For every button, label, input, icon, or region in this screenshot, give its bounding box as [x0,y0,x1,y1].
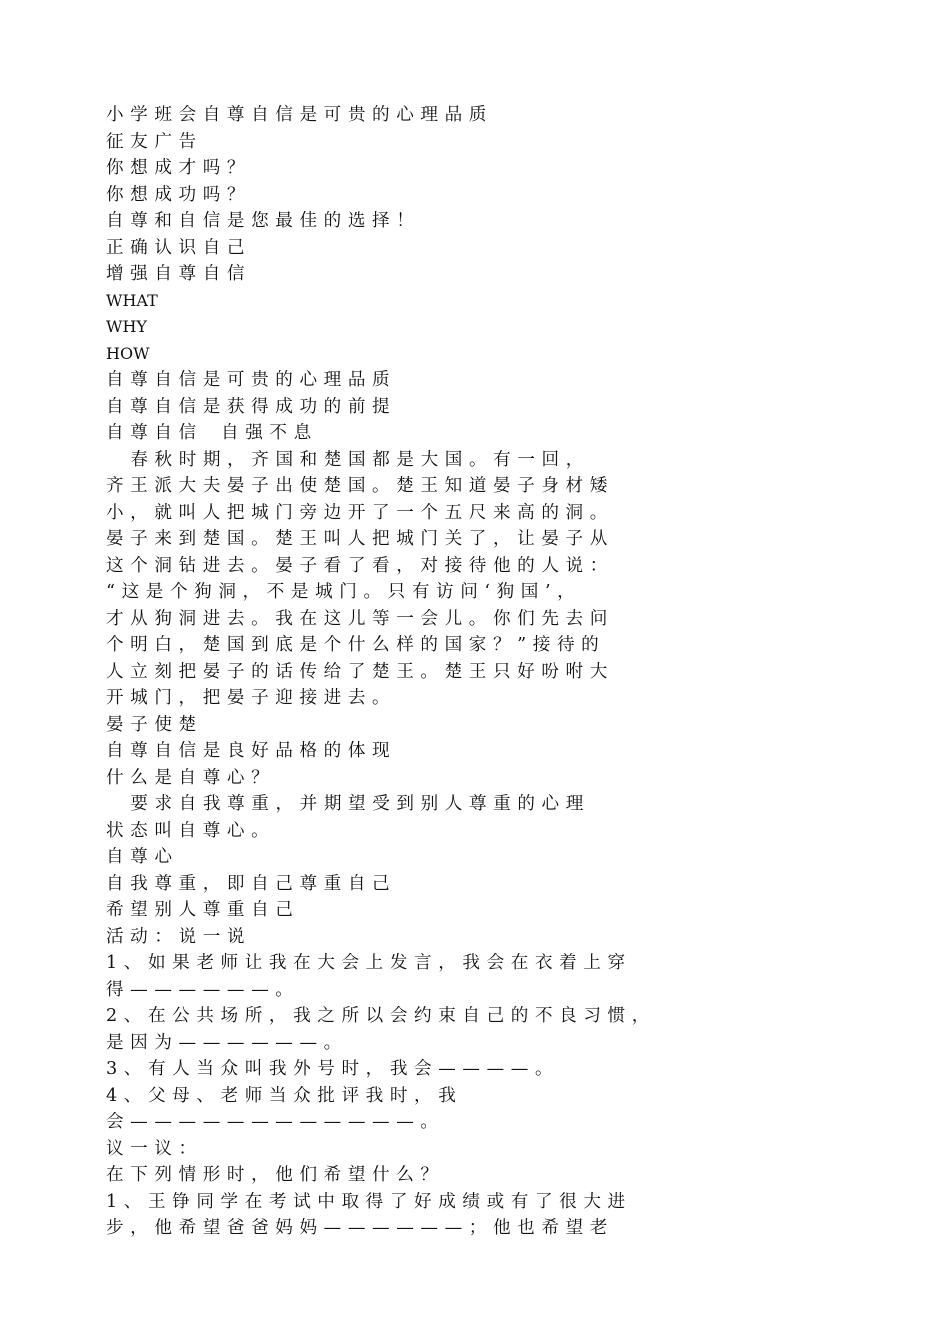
text-line: WHY [106,317,147,336]
paragraph-line: 人 立 刻 把 晏 子 的 话 传 给 了 楚 王 。 楚 王 只 好 吩 咐 大 [106,662,608,682]
paragraph-line: 才 从 狗 洞 进 去 。 我 在 这 儿 等 一 会 儿 。 你 们 先 去 问 [106,609,608,629]
question-line: 2 、 在 公 共 场 所 ， 我 之 所 以 会 约 束 自 己 的 不 良 习 惯 ， [106,1006,650,1026]
text-line: WHAT [106,291,158,310]
paragraph-line: 要 求 自 我 尊 重 ， 并 期 望 受 到 别 人 尊 重 的 心 理 [106,794,584,814]
text-line: 自 尊 自 信 自 强 不 息 [106,423,312,443]
document-title: 小 学 班 会 自 尊 自 信 是 可 贵 的 心 理 品 质 [106,105,487,125]
text-line: 征 友 广 告 [106,132,197,152]
paragraph-line: 晏 子 来 到 楚 国 。 楚 王 叫 人 把 城 门 关 了 ， 让 晏 子 从 [106,529,608,549]
text-line: 自 我 尊 重 ， 即 自 己 尊 重 自 己 [106,874,391,894]
paragraph-line: 状 态 叫 自 尊 心 。 [106,821,270,841]
paragraph-line: 小 ， 就 叫 人 把 城 门 旁 边 开 了 一 个 五 尺 来 高 的 洞 。 [106,503,608,523]
text-line: 自 尊 自 信 是 可 贵 的 心 理 品 质 [106,370,391,390]
text-line: 自 尊 心 [106,847,173,867]
question-line: 1 、 王 铮 同 学 在 考 试 中 取 得 了 好 成 绩 或 有 了 很 大 进 [106,1192,626,1212]
text-line: 在 下 列 情 形 时 ， 他 们 希 望 什 么 ？ [106,1165,439,1185]
question-line: 步 ， 他 希 望 爸 爸 妈 妈 — — — — — — ； 他 也 希 望 老 [106,1218,608,1238]
question-line: 得 — — — — — — 。 [106,980,294,1000]
question-line: 是 因 为 — — — — — — 。 [106,1033,342,1053]
text-line: 正 确 认 识 自 己 [106,238,246,258]
paragraph-line: 齐 王 派 大 夫 晏 子 出 使 楚 国 。 楚 王 知 道 晏 子 身 材 矮 [106,476,608,496]
question-line: 会 — — — — — — — — — — — — 。 [106,1112,439,1132]
text-line: 希 望 别 人 尊 重 自 己 [106,900,294,920]
text-line: 晏 子 使 楚 [106,715,197,735]
text-line: HOW [106,344,150,363]
text-line: 增 强 自 尊 自 信 [106,264,246,284]
text-line: 自 尊 自 信 是 获 得 成 功 的 前 提 [106,397,391,417]
text-line: 你 想 成 才 吗 ？ [106,158,246,178]
text-line: 活 动 ： 说 一 说 [106,927,246,947]
text-line: 议 一 议 ： [106,1139,197,1159]
question-line: 4 、 父 母 、 老 师 当 众 批 评 我 时 ， 我 [106,1086,457,1106]
paragraph-line: 个 明 白 ， 楚 国 到 底 是 个 什 么 样 的 国 家 ？ ” 接 待 的 [106,635,600,655]
paragraph-line: 开 城 门 ， 把 晏 子 迎 接 进 去 。 [106,688,391,708]
text-line: 自 尊 自 信 是 良 好 品 格 的 体 现 [106,741,391,761]
paragraph-line: 这 个 洞 钻 进 去 。 晏 子 看 了 看 ， 对 接 待 他 的 人 说 ： [106,556,608,576]
text-line: 你 想 成 功 吗 ？ [106,185,246,205]
paragraph-line: “ 这 是 个 狗 洞 ， 不 是 城 门 。 只 有 访 问 ‘ 狗 国 ’ ， [106,582,576,602]
question-line: 3 、 有 人 当 众 叫 我 外 号 时 ， 我 会 — — — — 。 [106,1059,554,1079]
question-line: 1 、 如 果 老 师 让 我 在 大 会 上 发 言 ， 我 会 在 衣 着 上 穿 [106,953,626,973]
paragraph-line: 春 秋 时 期 ， 齐 国 和 楚 国 都 是 大 国 。 有 一 回 ， [106,450,584,470]
text-line: 自 尊 和 自 信 是 您 最 佳 的 选 择 ！ [106,211,415,231]
text-line: 什 么 是 自 尊 心 ？ [106,768,270,788]
